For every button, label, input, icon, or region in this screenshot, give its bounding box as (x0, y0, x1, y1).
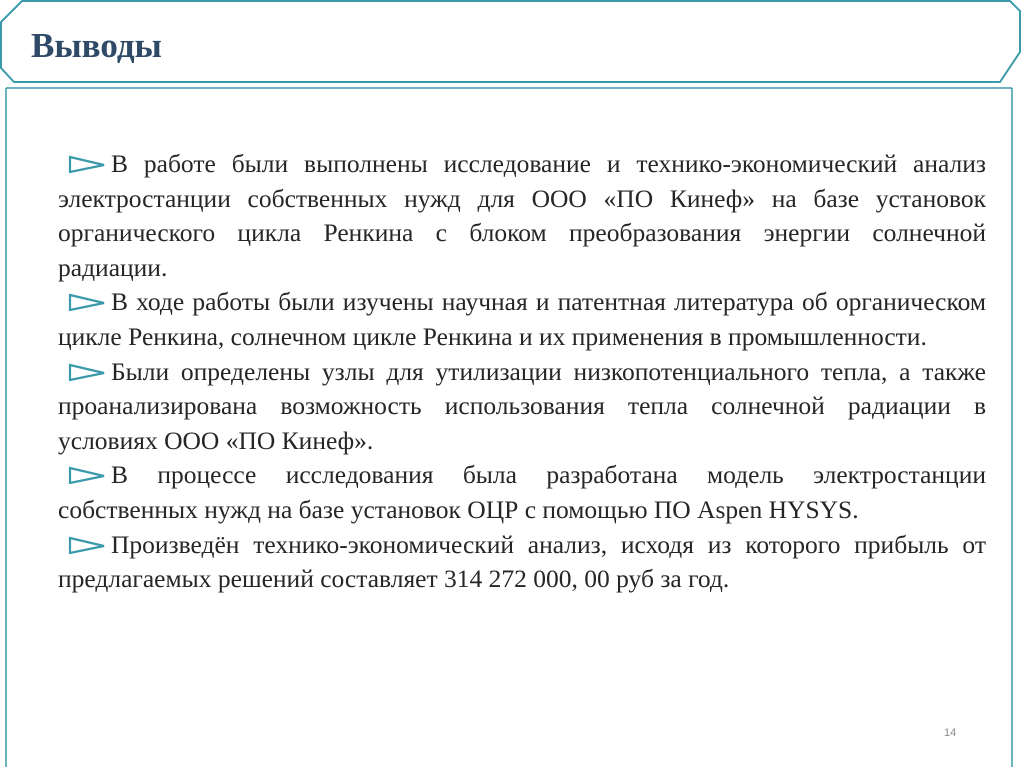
list-item (58, 528, 986, 597)
list-item-text: В ходе работы были изучены научная и патентная литература об органическом цикле Ренкина, солнечном цикле Ренкина и их применения в промышленности. (58, 287, 986, 351)
triangle-arrow-icon (68, 464, 108, 484)
list-item-text: В процессе исследования была разработана модель электростанции собственных нужд на базе установок ОЦР с помощью ПО Aspen HYSYS. (58, 460, 986, 524)
list-item (58, 458, 986, 527)
list-item-text: Были определены узлы для утилизации низкопотенциального тепла, а также проанализирована возможность использования тепла солнечной радиации в условиях ООО «ПО Кинеф». (58, 356, 986, 455)
triangle-arrow-icon (68, 153, 108, 173)
triangle-arrow-icon (68, 361, 108, 381)
list-item (58, 285, 986, 354)
triangle-arrow-icon (68, 534, 108, 554)
list-item-text: В работе были выполнены исследование и технико-экономический анализ электростанции собственных нужд для ООО «ПО Кинеф» на базе установок органического цикла Ренкина с блоком преобразования энергии солнечной радиации. (58, 149, 986, 282)
page-number: 14 (944, 727, 957, 739)
list-item (58, 147, 986, 285)
slide-title: Выводы (31, 26, 162, 65)
list-item (58, 355, 986, 459)
conclusions-list (58, 147, 986, 597)
list-item-text: Произведён технико-экономический анализ, исходя из которого прибыль от предлагаемых решений составляет 314 272 000, 00 руб за год. (58, 529, 986, 594)
triangle-arrow-icon (68, 291, 108, 311)
